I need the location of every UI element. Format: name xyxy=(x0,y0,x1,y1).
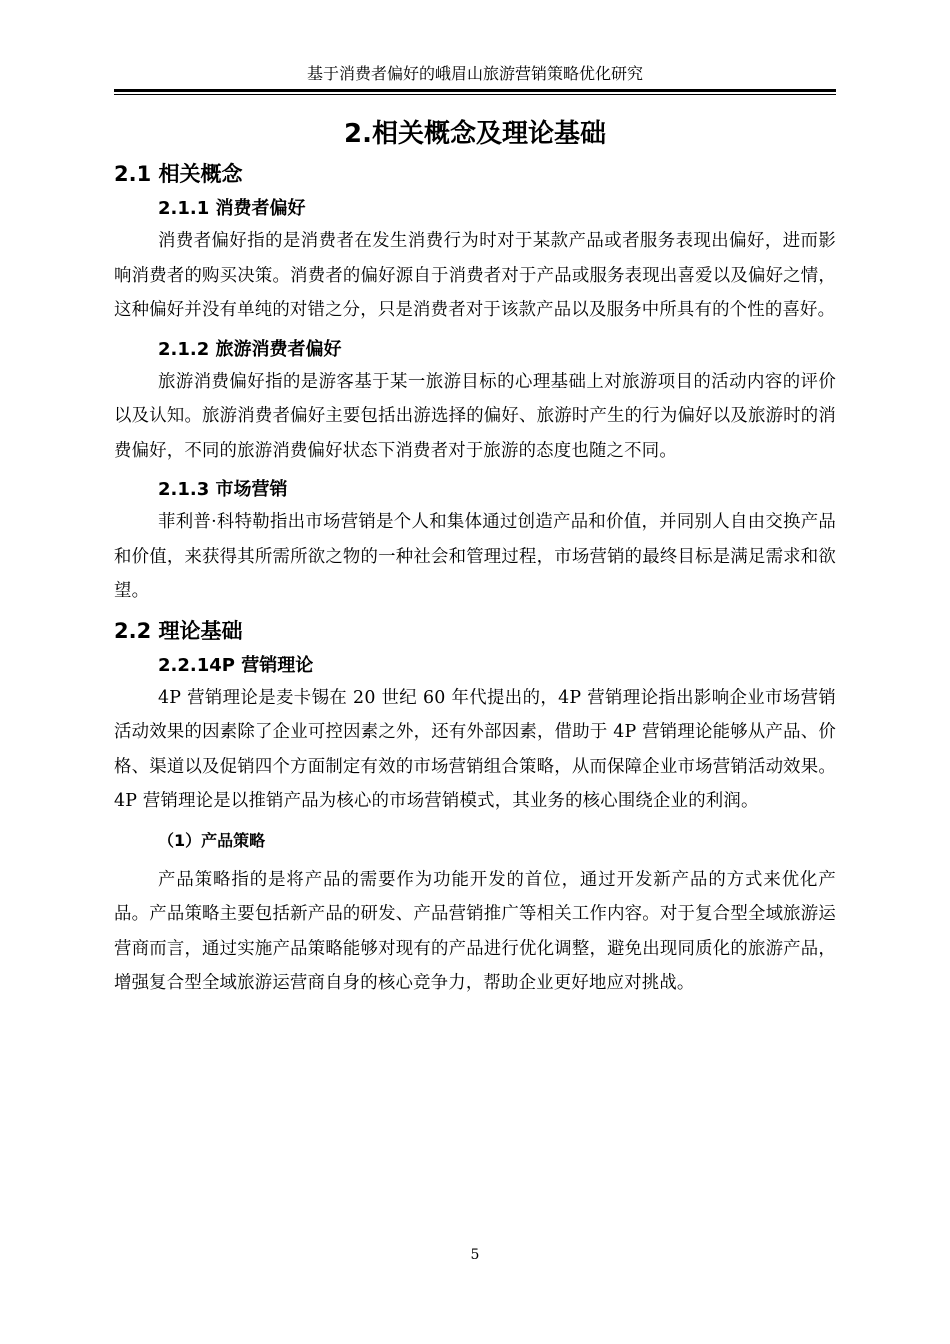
page-number: 5 xyxy=(470,1247,480,1263)
chapter-title: 2.相关概念及理论基础 xyxy=(344,119,606,149)
subsection-heading-2-1-2: 2.1.2 旅游消费者偏好 xyxy=(158,338,342,360)
header-rule xyxy=(114,89,836,92)
section-heading-2-1: 2.1 相关概念 xyxy=(114,162,243,186)
paragraph-4p-theory: 4P 营销理论是麦卡锡在 20 世纪 60 年代提出的，4P 营销理论指出影响企业市场营销活动效果的因素除了企业可控因素之外，还有外部因素，借助于 4P 营销理论能够从产品、价格、渠道以及促销四个方面制定有效的市场营销组合策略，从而保障企业市场营销活动效果。4P 营销理论是以推销产品为核心的市场营销模式，其业务的核心围绕企业的利润。 xyxy=(114,687,836,811)
subsection-heading-2-1-1: 2.1.1 消费者偏好 xyxy=(158,198,306,219)
paragraph-marketing: 菲利普·科特勒指出市场营销是个人和集体通过创造产品和价值，并同别人自由交换产品和价值，来获得其所需所欲之物的一种社会和管理过程，市场营销的最终目标是满足需求和欲望。 xyxy=(114,512,836,601)
paragraph-tourism-preference: 旅游消费偏好指的是游客基于某一旅游目标的心理基础上对旅游项目的活动内容的评价以及认知。旅游消费者偏好主要包括出游选择的偏好、旅游时产生的行为偏好以及旅游时的消费偏好，不同的旅游消费偏好状态下消费者对于旅游的态度也随之不同。 xyxy=(114,371,836,461)
paragraph-product-strategy: 产品策略指的是将产品的需要作为功能开发的首位，通过开发新产品的方式来优化产品。产品策略主要包括新产品的研发、产品营销推广等相关工作内容。对于复合型全域旅游运营商而言，通过实施产品策略能够对现有的产品进行优化调整，避免出现同质化的旅游产品，增强复合型全域旅游运营商自身的核心竞争力，帮助企业更好地应对挑战。 xyxy=(114,869,836,993)
subsection-heading-product-strategy: （1）产品策略 xyxy=(158,830,266,850)
running-header: 基于消费者偏好的峨眉山旅游营销策略优化研究 xyxy=(306,64,643,83)
section-heading-2-2: 2.2 理论基础 xyxy=(114,618,243,643)
paragraph-consumer-preference: 消费者偏好指的是消费者在发生消费行为时对于某款产品或者服务表现出偏好，进而影响消费者的购买决策。消费者的偏好源自于消费者对于产品或服务表现出喜爱以及偏好之情，这种偏好并没有单纯的对错之分，只是消费者对于该款产品以及服务中所具有的个性的喜好。 xyxy=(114,231,836,320)
header-rule-thin xyxy=(114,94,836,95)
subsection-heading-2-1-3: 2.1.3 市场营销 xyxy=(158,479,288,500)
page-body xyxy=(114,114,836,1001)
subsection-heading-2-2-1: 2.2.14P 营销理论 xyxy=(158,654,314,676)
